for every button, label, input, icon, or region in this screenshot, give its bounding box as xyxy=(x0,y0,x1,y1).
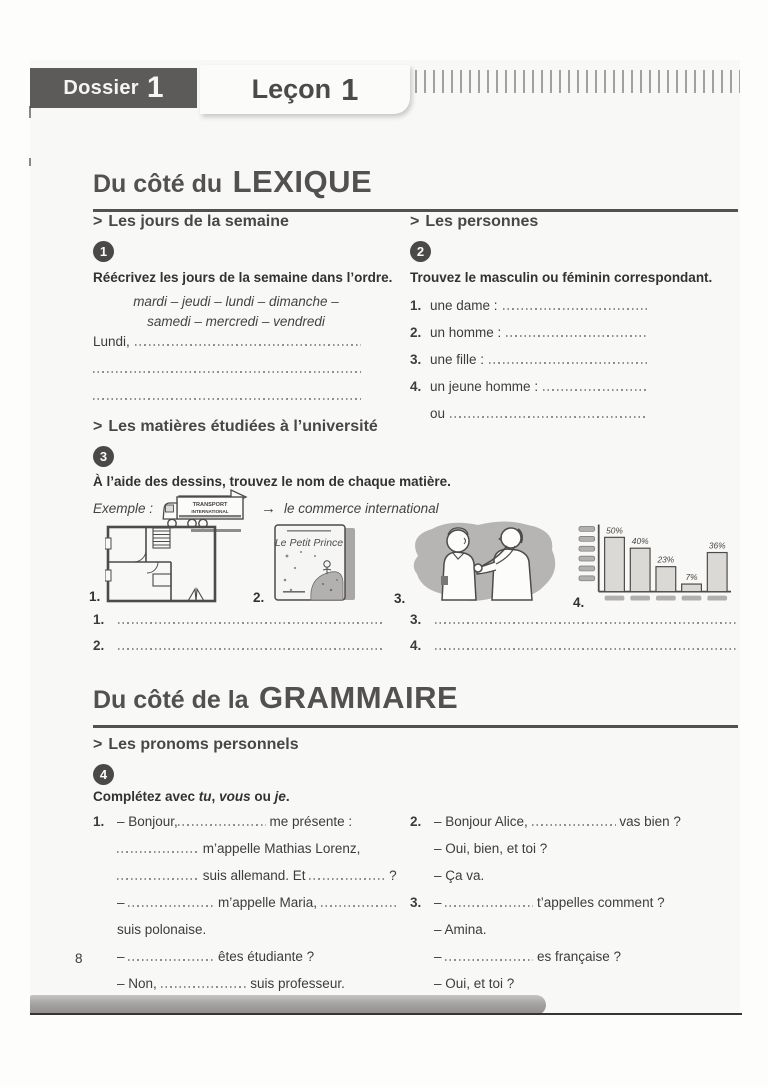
personnes-item-continuation xyxy=(410,406,648,433)
lecon-number: 1 xyxy=(341,71,359,107)
item-number: 1. xyxy=(410,298,422,313)
item-label: un homme : xyxy=(430,325,502,340)
lecon-label: Leçon xyxy=(251,74,332,104)
dialogue-line: – es française ? xyxy=(434,949,622,964)
pronoms-heading xyxy=(93,736,299,754)
stripes-decoration xyxy=(415,70,740,93)
example-label: Exemple : xyxy=(93,500,154,516)
answer-blank xyxy=(135,334,361,346)
jours-heading xyxy=(93,213,289,231)
book-figure xyxy=(253,522,361,605)
floorplan-figure xyxy=(89,524,218,604)
dialogue-column-right xyxy=(410,808,726,997)
floorplan-drawing-icon xyxy=(105,524,218,604)
dialogue-column-left xyxy=(93,808,397,997)
bar-label: 7% xyxy=(685,572,698,583)
dossier-tab xyxy=(30,68,197,108)
matieres-answer-3 xyxy=(410,612,738,627)
answer-blank xyxy=(93,388,361,400)
personnes-heading-label: Les personnes xyxy=(425,213,539,230)
answer-blank xyxy=(506,325,648,337)
drawing-number: 2. xyxy=(253,590,265,605)
lecon-tab xyxy=(200,65,410,114)
answer-blank xyxy=(489,352,648,364)
dialogue-line: suis allemand. Et ? xyxy=(117,862,389,889)
personnes-item xyxy=(410,352,648,379)
dialogue-number: 3. xyxy=(410,895,422,910)
drawing-number: 3. xyxy=(394,591,406,606)
answer-number: 4. xyxy=(410,638,422,653)
doctor-patient-drawing-icon xyxy=(398,516,563,608)
personnes-item xyxy=(410,325,648,352)
bottom-edge-bar xyxy=(30,995,546,1015)
drawings-row xyxy=(89,516,738,616)
bottom-edge-line xyxy=(30,1013,742,1015)
grammaire-title xyxy=(93,680,738,728)
answer-number: 3. xyxy=(410,612,422,627)
dossier-label: Dossier xyxy=(63,76,139,99)
bar-label: 36% xyxy=(708,540,726,551)
book-title: Le Petit Prince xyxy=(274,537,344,549)
matieres-answer-1 xyxy=(93,612,385,627)
dialogue-line: – Oui, et toi ? xyxy=(434,976,515,991)
exercise-4-badge: 4 xyxy=(93,764,114,785)
pronoms-instruction: Complétez avec tu, vous ou je. xyxy=(93,789,290,804)
statistics-chart-drawing-icon xyxy=(575,518,733,610)
personnes-items xyxy=(410,298,648,433)
matieres-instruction: À l’aide des dessins, trouvez le nom de chaque matière. xyxy=(93,474,451,489)
matieres-answer-2 xyxy=(93,638,385,653)
dialogue-line: – Ça va. xyxy=(434,868,485,883)
word-bank-line-2: samedi – mercredi – vendredi xyxy=(147,314,325,329)
dialogue-1 xyxy=(93,808,397,997)
answer-blank xyxy=(450,406,648,418)
item-number: 3. xyxy=(410,352,422,367)
dialogue-number: 2. xyxy=(410,814,422,829)
jours-answer-lines xyxy=(93,334,361,415)
lexique-title xyxy=(93,164,738,212)
exercise-3-badge: 3 xyxy=(93,446,114,467)
personnes-instruction: Trouvez le masculin ou féminin correspondant. xyxy=(410,270,713,285)
personnes-item xyxy=(410,379,648,406)
dialogue-line: – êtes étudiante ? xyxy=(117,949,315,964)
dialogue-line: – t’appelles comment ? xyxy=(434,895,665,910)
book-drawing-icon xyxy=(271,522,361,605)
bar-label: 23% xyxy=(657,554,675,565)
dialogue-3 xyxy=(410,889,726,997)
bar-label: 40% xyxy=(631,536,649,547)
matieres-answer-4 xyxy=(410,638,738,653)
chevron-icon: > xyxy=(93,736,103,753)
exercise-2-badge: 2 xyxy=(410,241,431,262)
word-bank-line-1: mardi – jeudi – lundi – dimanche – xyxy=(133,294,339,309)
doctor-figure xyxy=(394,516,563,608)
example-arrow-icon: → xyxy=(261,499,277,517)
lexique-title-word: LEXIQUE xyxy=(232,164,373,199)
chevron-icon: > xyxy=(93,418,103,435)
dossier-number: 1 xyxy=(146,71,164,104)
item-number: 4. xyxy=(410,379,422,394)
answer-blank xyxy=(118,638,385,650)
dialogue-number: 1. xyxy=(93,814,105,829)
jours-heading-label: Les jours de la semaine xyxy=(108,213,289,230)
chart-figure xyxy=(575,518,733,610)
scan-edge-mark xyxy=(29,106,31,118)
bar-label: 50% xyxy=(606,525,623,536)
chevron-icon: > xyxy=(410,213,420,230)
dialogue-line: – Amina. xyxy=(434,922,487,937)
jours-answer-line-3 xyxy=(93,388,361,415)
item-label: une dame : xyxy=(430,298,498,313)
jours-instruction: Réécrivez les jours de la semaine dans l’ordre. xyxy=(93,270,393,285)
dialogue-line: – m’appelle Maria, xyxy=(117,889,389,916)
lexique-title-prefix: Du côté du xyxy=(93,170,223,198)
workbook-page xyxy=(30,60,740,1015)
item-label: une fille : xyxy=(430,352,485,367)
answer-number: 2. xyxy=(93,638,105,653)
page-number: 8 xyxy=(75,951,83,966)
answer-blank xyxy=(118,612,385,624)
answer-blank xyxy=(503,298,648,310)
jours-answer-line-2 xyxy=(93,361,361,388)
pronoms-heading-label: Les pronoms personnels xyxy=(108,736,299,753)
jours-word-bank xyxy=(93,292,379,332)
answer-number: 1. xyxy=(93,612,105,627)
truck-text-bottom: INTERNATIONAL xyxy=(191,509,229,514)
dialogue-line: m’appelle Mathias Lorenz, xyxy=(117,835,389,862)
matieres-heading-label: Les matières étudiées à l’université xyxy=(108,418,378,435)
dialogue-line: – Bonjour Alice, vas bien ? xyxy=(434,814,681,829)
drawing-number: 1. xyxy=(89,589,101,604)
answer-blank xyxy=(435,638,738,650)
answer-blank xyxy=(435,612,738,624)
item-label: un jeune homme : xyxy=(430,379,539,394)
personnes-item xyxy=(410,298,648,325)
matieres-heading xyxy=(93,418,378,436)
drawing-number: 4. xyxy=(573,595,585,610)
item-label: ou xyxy=(430,406,446,421)
grammaire-title-word: GRAMMAIRE xyxy=(259,680,459,715)
chevron-icon: > xyxy=(93,213,103,230)
personnes-heading xyxy=(410,213,538,231)
dialogue-line: – Oui, bien, et toi ? xyxy=(434,841,548,856)
scan-edge-mark xyxy=(29,158,31,166)
jours-answer-line-1 xyxy=(93,334,361,361)
example-answer: le commerce international xyxy=(284,500,439,516)
dialogue-line: suis polonaise. xyxy=(117,922,207,937)
answer-blank xyxy=(543,379,648,391)
jours-answer-prefix: Lundi, xyxy=(93,334,130,349)
answer-blank xyxy=(93,361,361,373)
item-number: 2. xyxy=(410,325,422,340)
grammaire-title-prefix: Du côté de la xyxy=(93,686,249,714)
dialogue-2 xyxy=(410,808,726,889)
dialogue-line: – Bonjour, me présente : xyxy=(117,814,353,829)
truck-text-top: TRANSPORT xyxy=(192,502,228,508)
dialogue-line: – Non, suis professeur. xyxy=(117,976,345,991)
exercise-1-badge: 1 xyxy=(93,241,114,262)
